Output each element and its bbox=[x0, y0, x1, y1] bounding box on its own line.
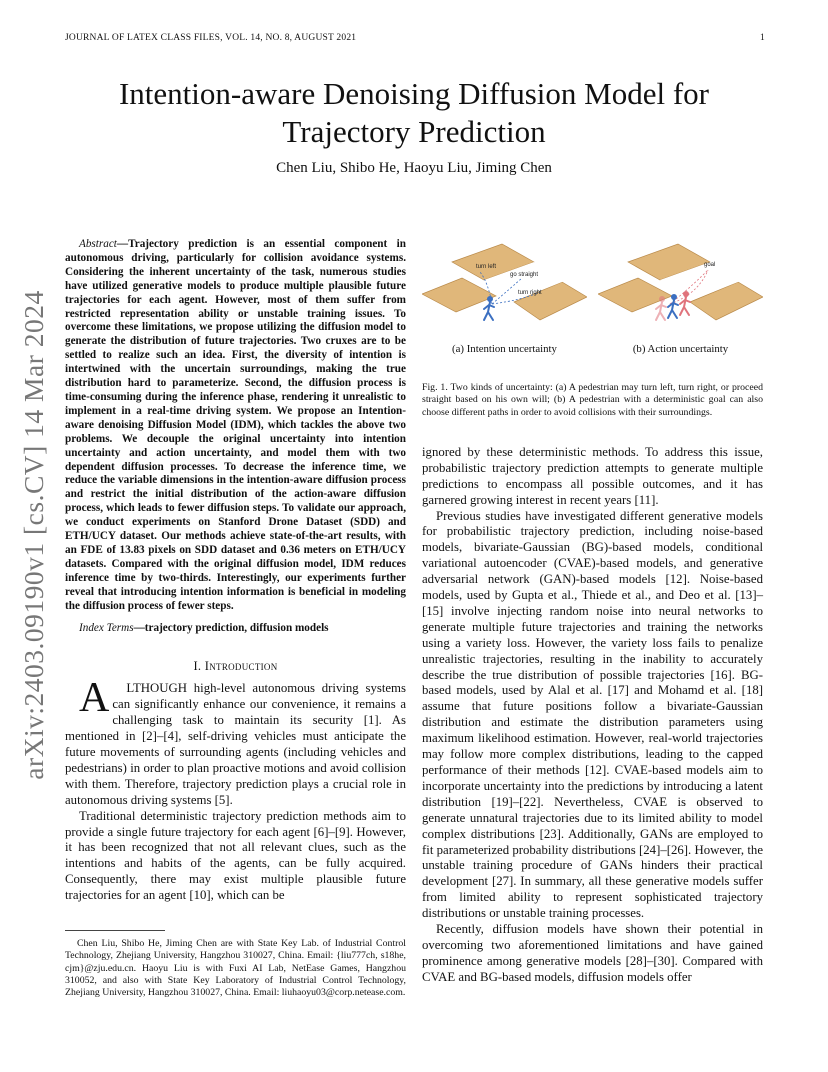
figure-1-caption: Fig. 1. Two kinds of uncertainty: (a) A pedestrian may turn left, turn right, or proceed straight based on his own will; (b) A pedestrian with a deterministic goal can also choose different paths in order to avoid collisions with their surroundings. bbox=[422, 382, 763, 418]
index-terms-text: —trajectory prediction, diffusion models bbox=[133, 622, 329, 635]
abstract-text: —Trajectory prediction is an essential component in autonomous driving, particularly for collision avoidance systems. Considering the inherent uncertainty of the task, numerous studies have utilized generative models to produce multiple plausible future trajectories for each agent. However, most of them suffer from restricted representation ability or unstable training issues. To overcome these limitations, we propose utilizing the diffusion model to generate the distribution of future trajectories. Two cruxes are to be settled to realize such an idea. First, the diversity of intention is intertwined with the uncertain surroundings, making the true distribution hard to parameterize. Second, the diffusion process is time-consuming during the inference phase, rendering it unrealistic to implement in a real-time driving system. We propose an Intention-aware denoising Diffusion Model (IDM), which tackles the above two problems. We decouple the original uncertainty into intention uncertainty and action uncertainty, and model them with two dependent diffusion processes. To decrease the inference time, we reduce the variable dimensions in the intention-aware diffusion process and restrict the initial distribution of the action-aware diffusion process, which leads to fewer diffusion steps. To validate our approach, we conduct experiments on Stanford Drone Dataset (SDD) and ETH/UCY dataset. Our methods achieve state-of-the-art results, with an FDE of 13.83 pixels on SDD dataset and 0.36 meters on ETH/UCY datasets. Compared with the original diffusion model, IDM reduces inference time by two-thirds. Interestingly, our experiments further reveal that introducing intention information is beneficial in modeling the diffusion process of fewer steps. bbox=[65, 238, 406, 612]
intro-paragraph-1-text: LTHOUGH high-level autonomous driving systems can significantly enhance our convenience, it remains a challenging task to maintain its security [1]. As mentioned in [2]–[4], self-driving vehicles must anticipate the future movements of surrounding agents (including vehicles and pedestrians) in order to plan proactive motions and avoid collision with them. Therefore, trajectory prediction plays a crucial role in autonomous driving systems [5]. bbox=[65, 681, 406, 807]
label-goal: goal bbox=[704, 262, 716, 268]
right-paragraph-1: ignored by these deterministic methods. To address this issue, probabilistic trajectory prediction attempts to generate multiple predictions to encompass all possible outcomes, and it has garnered growing interest in recent years [11]. bbox=[422, 444, 763, 507]
abstract bbox=[65, 238, 406, 613]
journal-name: JOURNAL OF LATEX CLASS FILES, VOL. 14, NO. 8, AUGUST 2021 bbox=[65, 33, 357, 43]
author-affiliation-footnote: Chen Liu, Shibo He, Jiming Chen are with State Key Lab. of Industrial Control Technology, Zhejiang University, Hangzhou 310027, China. Email: {liu777ch, s18he, cjm}@zju.edu.cn. Haoyu Liu is with Fuxi AI Lab, NetEase Games, Hangzhou 310052, and also with State Key Laboratory of Industrial Control Technology, Zhejiang University, Hangzhou 310027, China. Email: liuhaoyu03@corp.netease.com. bbox=[65, 938, 406, 999]
pedestrian-red bbox=[680, 291, 690, 315]
intro-paragraph-2: Traditional deterministic trajectory prediction methods aim to provide a single future trajectory for each agent [6]–[9]. However, it has been recognized that not all relevant clues, such as the intentions and habits of the agents, can be fully acquired. Consequently, there may exist multiple plausible future trajectories for an agent [10], which can be bbox=[65, 808, 406, 903]
right-paragraph-3: Recently, diffusion models have shown their potential in overcoming two aforementioned limitations and have gained prominence among generative models [28]–[30]. Compared with CVAE and BG-based models, diffusion models offer bbox=[422, 922, 763, 984]
drop-cap: A bbox=[79, 675, 110, 722]
right-column bbox=[422, 242, 763, 986]
subfigure-b-caption: (b) Action uncertainty bbox=[632, 343, 729, 355]
index-terms-label: Index Terms bbox=[79, 622, 134, 635]
subfigure-intention-uncertainty bbox=[422, 242, 587, 355]
subfigure-a-caption: (a) Intention uncertainty bbox=[452, 343, 557, 355]
label-turn-right: turn right bbox=[518, 290, 542, 296]
right-paragraph-2: Previous studies have investigated different generative models for probabilistic trajectory prediction, including noise-based models, bivariate-Gaussian (BG)-based models, conditional variational autoencoder (CVAE)-based models, and generative adversarial network (GAN)-based models [12]. Noise-based models, used by Gupta et al., Thiede et al., and Deo et al. [13]–[15] involve injecting random noise into neural networks to generate multiple future trajectories and training the networks using a variety loss. However, the variety loss fails to penalize unrealistic trajectories, resulting in the inability to accurately describe the true distribution of possible trajectories [16]. BG-based models, used by Alal et al. [17] and Mohamd et al. [18] assume that future positions follow a bivariate-Gaussian distribution and estimate the distribution parameters using maximum likelihood estimation. However, real-world trajectories may follow more complex distributions, leading to the capped performance of their methods [12]. CVAE-based models aim to incorporate uncertainty into the predictions by introducing a latent distribution [19]–[22]. Nevertheless, CVAE is observed to generate unnatural trajectories due to its limited ability to model complex distributions [23]. Additionally, GANs are employed to fit parameterized probability distributions [24]–[26]. However, the unstable training procedure of GANs hinders their practical development [27]. In summary, all these generative models suffer from limited ability to represent sophisticated trajectory distributions or unstable training processes. bbox=[422, 508, 763, 921]
paper-title: Intention-aware Denoising Diffusion Model for Trajectory Prediction bbox=[118, 76, 709, 149]
intention-uncertainty-illustration bbox=[422, 242, 587, 337]
abstract-label: Abstract bbox=[79, 238, 117, 250]
figure-1 bbox=[422, 242, 763, 382]
footnote-rule bbox=[65, 930, 165, 931]
arxiv-identifier: arXiv:2403.09190v1 [cs.CV] 14 Mar 2024 bbox=[18, 290, 49, 780]
index-terms bbox=[65, 621, 406, 635]
page-number: 1 bbox=[760, 33, 765, 43]
section-heading-introduction: I. Introduction bbox=[193, 659, 278, 674]
intro-paragraph-1 bbox=[65, 675, 406, 808]
label-turn-left: turn left bbox=[476, 264, 497, 270]
road-block-left bbox=[422, 278, 496, 312]
arxiv-stamp bbox=[14, 285, 54, 785]
pedestrian-blue bbox=[668, 294, 678, 318]
action-uncertainty-illustration bbox=[598, 242, 763, 337]
subfigure-action-uncertainty bbox=[598, 242, 763, 355]
running-header bbox=[65, 33, 765, 43]
author-list: Chen Liu, Shibo He, Haoyu Liu, Jiming Chen bbox=[276, 160, 552, 176]
label-go-straight: go straight bbox=[510, 272, 539, 278]
left-column bbox=[65, 238, 406, 904]
